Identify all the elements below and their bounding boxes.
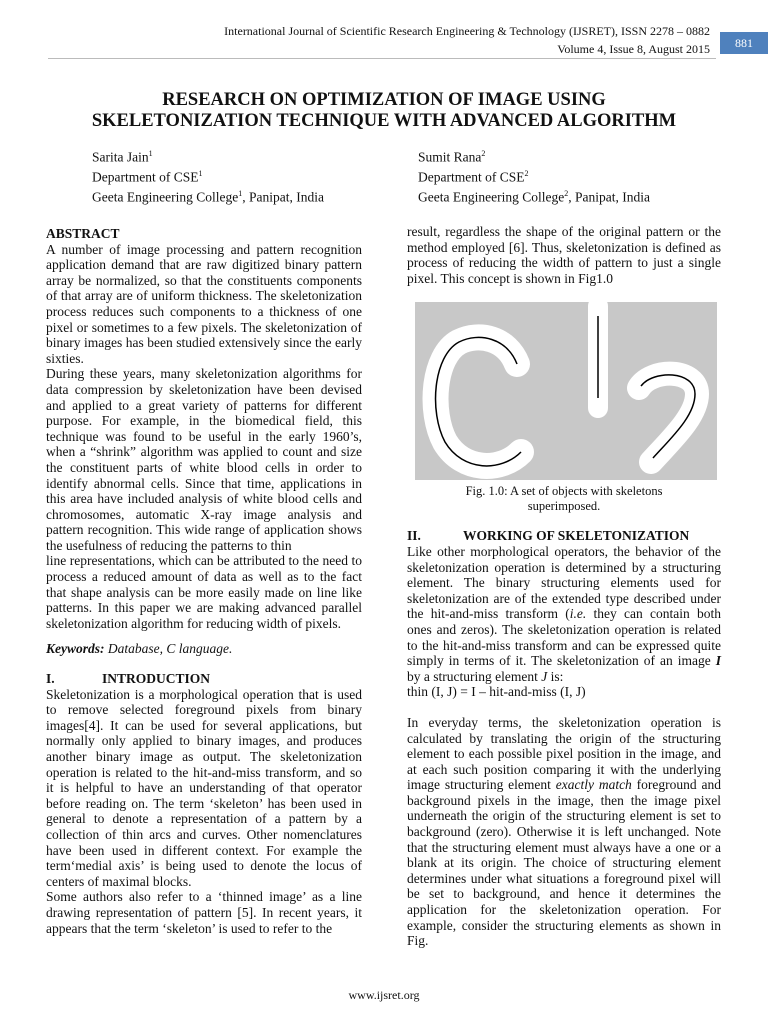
section-heading-introduction: I. INTRODUCTION	[46, 671, 211, 687]
author-affiliation: Geeta Engineering College$^1$, Panipat, India	[92, 189, 324, 205]
section-heading-working: II. WORKING OF SKELETONIZATION	[407, 528, 690, 544]
author-2-block	[418, 146, 650, 206]
skeleton-figure	[415, 302, 717, 480]
abstract-paragraph: line representations, which can be attributed to the need to process a reduced amount of data as well as to the fact that shape analysis can be more easily made on line like patterns. In this paper we are making advanced parallel skeletonization algorithm for reducing width of pixels.	[46, 553, 362, 631]
title-line-1: RESEARCH ON OPTIMIZATION OF IMAGE USING	[162, 90, 606, 110]
author-dept: Department of CSE$^2$	[418, 169, 529, 185]
intro-paragraph: Some authors also refer to a ‘thinned image’ as a line drawing representation of pattern [5]. In recent years, it appears that the term ‘skeleton’ is used to refer to the	[46, 889, 362, 936]
title-line-2: SKELETONIZATION TECHNIQUE WITH ADVANCED ALGORITHM	[91, 111, 677, 131]
journal-header: International Journal of Scientific Research Engineering & Technology (IJSRET), ISSN 2278 – 0882	[224, 24, 710, 38]
working-paragraph: In everyday terms, the skeletonization operation is calculated by translating the origin of the structuring element to each possible pixel position in the image, and at each such position comparing it with the underlying image structuring element exactly match foreground and background pixels in the image, then the image pixel underneath the origin of the structuring element is set to background (zero). Otherwise it is left unchanged. Note that the structuring element must always have a one or a blank at its origin. The choice of structuring element determines under what situations a foreground pixel will be set to background, and hence it determines the application for the skeletonization operation. For example, consider the structuring elements as shown in Fig.	[407, 714, 721, 949]
left-column	[46, 226, 362, 936]
figure-caption: Fig. 1.0: A set of objects with skeletons superimposed.	[465, 484, 663, 514]
right-column	[407, 224, 721, 949]
intro-paragraph: Skeletonization is a morphological operation that is used to remove selected foreground pixels from binary images[4]. It can be used for several applications, but normally only applied to binary images, and produces another binary image as output. The skeletonization operation is related to the hit-and-miss transform, and so it is helpful to have an understanding of that operator before reading on. The term ‘skeleton’ has been used in general to denote a representation of a pattern by a collection of thin arcs and curves. Other nomenclatures have been used in different context. For example the term‘medial axis’ is being used to denote the locus of centers of maximal blocks.	[46, 686, 362, 889]
author-affiliation: Geeta Engineering College$^2$, Panipat, India	[418, 189, 650, 205]
abstract-heading: ABSTRACT	[46, 226, 120, 241]
footer-url: www.ijsret.org	[348, 988, 420, 1002]
page-number-badge: 881	[720, 32, 768, 54]
volume-info: Volume 4, Issue 8, August 2015	[557, 42, 710, 56]
body-paragraph: result, regardless the shape of the original pattern or the method employed [6]. Thus, skeletonization is defined as process of reducing the width of pattern to just a single pixel. This concept is shown in Fig1.0	[407, 224, 721, 286]
keywords: Keywords: Database, C language.	[46, 641, 233, 657]
abstract-paragraph: During these years, many skeletonization algorithms for data compression by skeletonization have been devised and applied to a great variety of patterns for different purpose. For example, in the biomedical field, this technique was found to be useful in the early 1960’s, when a “shrink” algorithm was applied to count and size the constituent parts of white blood cells in order to identify abnormal cells. Since that time, applications in this area have included analysis of white blood cells and chromosomes, automatic X-ray image analysis and pattern recognition. This wide range of application shows the usefulness of reducing the patterns to thin	[46, 366, 362, 553]
abstract-paragraph: A number of image processing and pattern recognition application demand that are raw digitized binary pattern array be normalized, so that the constituents components of that array are of uniform thickness. The skeletonization process reduces such components to a thickness of one pixel or sometimes to a few pixels. The skeletonization of binary images has been studied extensively since the early sixties.	[46, 241, 362, 366]
author-1-block	[92, 146, 324, 206]
working-paragraph: Like other morphological operators, the behavior of the skeletonization operation is determined by a structuring element. The binary structuring elements used for skeletonization are of the extended type described under the hit-and-miss transform (i.e. they can contain both ones and zeros). The skeletonization operation is related to the hit-and-miss transform and can be expressed quite simply in terms of it. The skeletonization of an image I by a structuring element J is:	[407, 543, 721, 684]
paper-title	[40, 90, 728, 132]
formula: thin (I, J) = I – hit-and-miss (I, J)	[407, 684, 586, 700]
author-dept: Department of CSE$^1$	[92, 169, 203, 185]
header-rule	[48, 58, 716, 59]
author-name: Sarita Jain$^1$	[92, 149, 153, 165]
author-name: Sumit Rana$^2$	[418, 149, 486, 165]
